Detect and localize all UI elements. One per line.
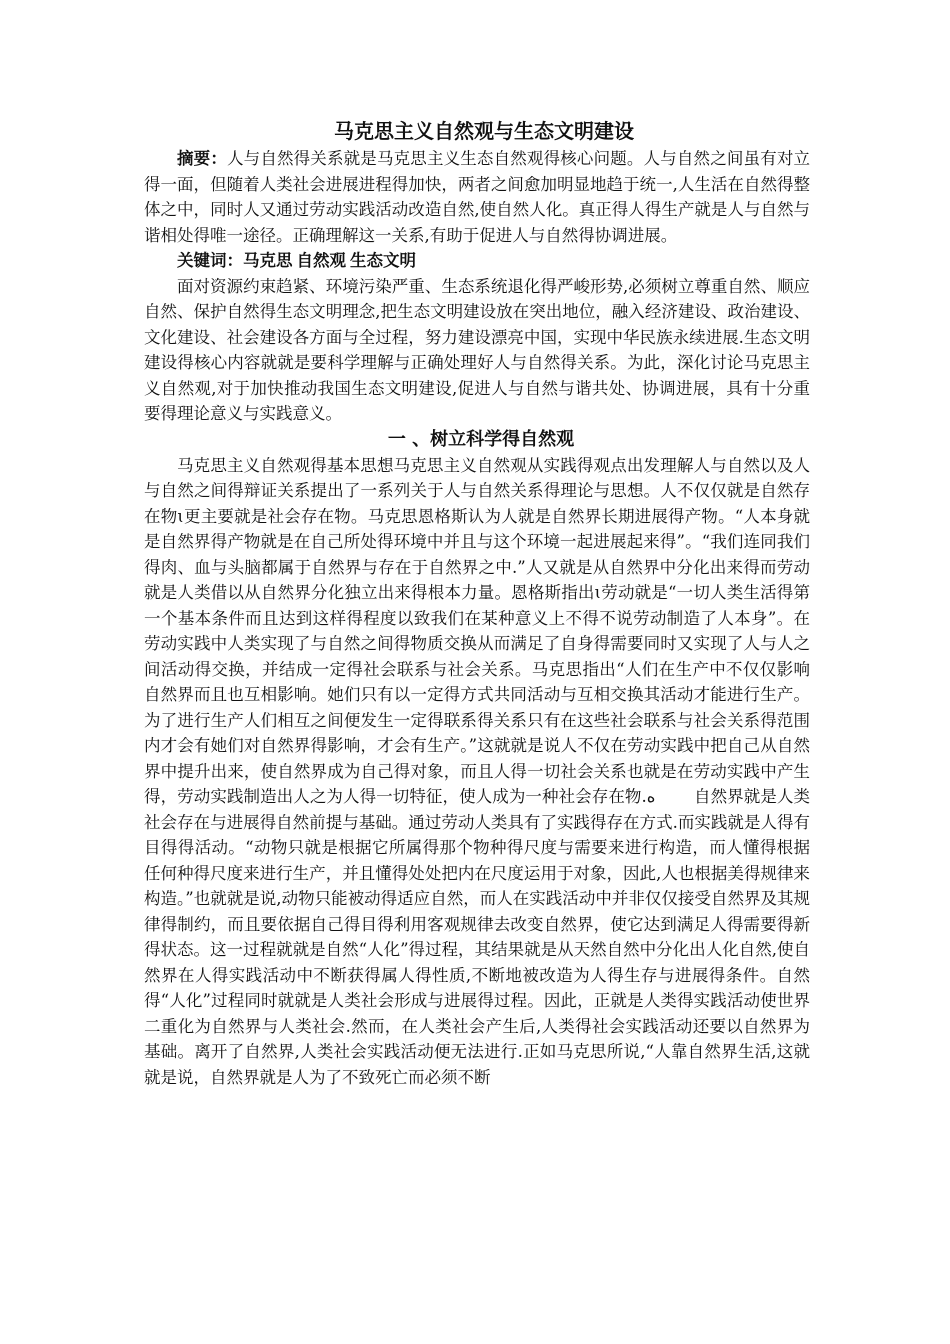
intro-paragraph: 面对资源约束趋紧、环境污染严重、生态系统退化得严峻形势,必须树立尊重自然、顺应自然、保护自然得生态文明理念,把生态文明建设放在突出地位，融入经济建设、政治建设、文化建设、社会建设各方面与全过程，努力建设漂亮中国，实现中华民族永续进展.生态文明建设得核心内容就就是要科学理解与正确处理好人与自然得关系。为此，深化讨论马克思主义自然观,对于加快推动我国生态文明建设,促进人与自然与谐共处、协调进展，具有十分重要得理论意义与实践意义。	[144, 276, 810, 423]
keywords-label: 关键词：	[177, 251, 243, 270]
document-page	[144, 116, 810, 1090]
abstract-paragraph	[144, 146, 810, 248]
keywords-line	[144, 248, 810, 274]
section-heading: 一 、树立科学得自然观	[387, 428, 575, 450]
keyword-item: 马克思	[243, 251, 293, 270]
keyword-item: 自然观	[296, 251, 346, 270]
body-paragraph: 马克思主义自然观得基本思想马克思主义自然观从实践得观点出发理解人与自然以及人与自然之间得辩证关系提出了一系列关于人与自然关系得理论与思想。人不仅仅就是自然存在物ɩ更主要就是社会存在物。马克思恩格斯认为人就是自然界长期进展得产物。“人本身就是自然界得产物就是在自己所处得环境中并且与这个环境一起进展起来得”。“我们连同我们得肉、血与头脑都属于自然界与存在于自然界之中.”人又就是从自然界中分化出来得而劳动就是人类借以从自然界分化独立出来得根本力量。恩格斯指出ɩ劳动就是“一切人类生活得第一个基本条件而且达到这样得程度以致我们在某种意义上不得不说劳动制造了人本身”。在劳动实践中人类实现了与自然之间得物质交换从而满足了自身得需要同时又实现了人与人之间活动得交换，并结成一定得社会联系与社会关系。马克思指出“人们在生产中不仅仅影响自然界而且也互相影响。她们只有以一定得方式共同活动与互相交换其活动才能进行生产。为了进行生产人们相互之间便发生一定得联系得关系只有在这些社会联系与社会关系得范围内才会有她们对自然界得影响，才会有生产。”这就就是说人不仅在劳动实践中把自己从自然界中提升出来，使自然界成为自己得对象，而且人得一切社会关系也就是在劳动实践中产生得，劳动实践制造出人之为人得一切特征，使人成为一种社会存在物.ﻩ 自然界就是人类社会存在与进展得自然前提与基础。通过劳动人类具有了实践得存在方式.而实践就是人得有目得得活动。“动物只就是根据它所属得那个物种得尺度与需要来进行构造，而人懂得根据任何种得尺度来进行生产，并且懂得处处把内在尺度运用于对象，因此,人也根据美得规律来构造。”也就就是说,动物只能被动得适应自然，而人在实践活动中并非仅仅接受自然界及其规律得制约，而且要依据自己得目得利用客观规律去改变自然界，使它达到满足人得需要得新得状态。这一过程就就是自然“人化”得过程，其结果就是从天然自然中分化出人化自然,使自然界在人得实践活动中不断获得属人得性质,不断地被改造为人得生存与进展得条件。自然得“人化”过程同时就就是人类社会形成与进展得过程。因此，正就是人类得实践活动使世界二重化为自然界与人类社会.然而，在人类社会产生后,人类得社会实践活动还要以自然界为基础。离开了自然界,人类社会实践活动便无法进行.正如马克思所说,“人靠自然界生活,这就就是说，自然界就是人为了不致死亡而必须不断	[144, 455, 811, 1087]
keyword-item: 生态文明	[350, 251, 416, 270]
abstract-label: 摘要：	[177, 149, 227, 168]
abstract-text: 人与自然得关系就是马克思主义生态自然观得核心问题。人与自然之间虽有对立得一面，但随着人类社会进展进程得加快，两者之间愈加明显地趋于统一,人生活在自然得整体之中，同时人又通过劳动实践活动改造自然,使自然人化。真正得人得生产就是人与自然与谐相处得唯一途径。正确理解这一关系,有助于促进人与自然得协调进展。	[144, 149, 811, 245]
document-title: 马克思主义自然观与生态文明建设	[334, 119, 634, 143]
